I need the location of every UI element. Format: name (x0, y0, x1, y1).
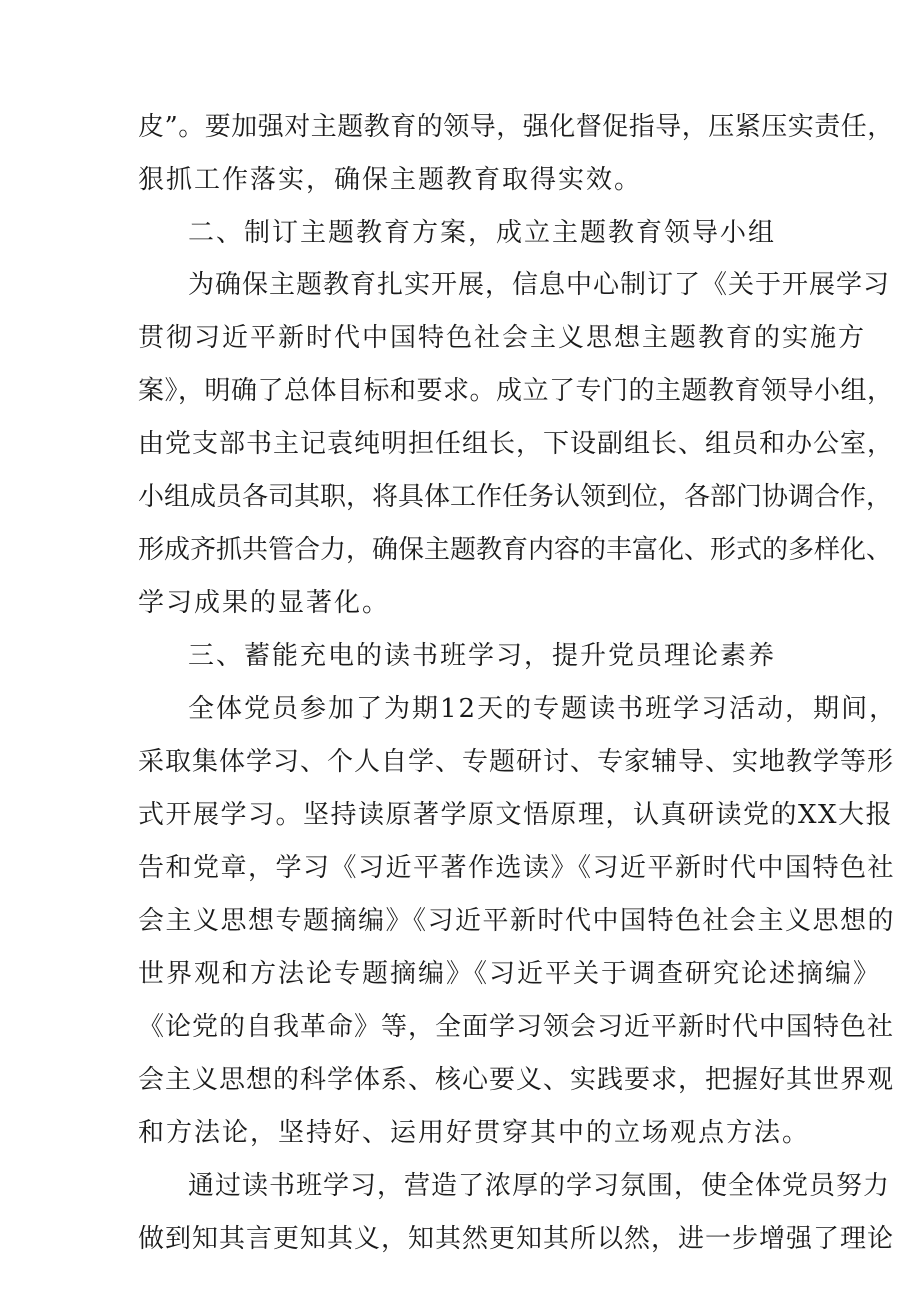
text-line: 做到知其言更知其义，知其然更知其所以然，进一步增强了理论 (138, 1224, 895, 1254)
section-heading: 二、制订主题教育方案，成立主题教育领导小组 (188, 218, 777, 248)
text-line: 采取集体学习、个人自学、专题研讨、专家辅导、实地教学等形 (138, 747, 895, 777)
text-line: 世界观和方法论专题摘编》《习近平关于调查研究论述摘编》 (138, 959, 882, 989)
text-line: 全体党员参加了为期12天的专题读书班学习活动，期间， (188, 694, 898, 724)
text-line: 会主义思想专题摘编》《习近平新时代中国特色社会主义思想的 (138, 906, 896, 936)
text-line: 小组成员各司其职，将具体工作任务认领到位，各部门协调合作， (138, 482, 893, 512)
text-line: 会主义思想的科学体系、核心要义、实践要求，把握好其世界观 (138, 1065, 895, 1095)
text-line: 通过读书班学习，营造了浓厚的学习氛围，使全体党员努力 (188, 1171, 891, 1201)
section-heading: 三、蓄能充电的读书班学习，提升党员理论素养 (188, 641, 777, 671)
text-line: 告和党章，学习《习近平著作选读》《习近平新时代中国特色社 (138, 853, 896, 883)
text-line: 《论党的自我革命》等，全面学习领会习近平新时代中国特色社 (138, 1012, 895, 1042)
text-line: 狠抓工作落实，确保主题教育取得实效。 (138, 165, 643, 195)
text-line: 由党支部书主记袁纯明担任组长，下设副组长、组员和办公室， (138, 429, 895, 459)
text-line: 和方法论，坚持好、运用好贯穿其中的立场观点方法。 (138, 1118, 811, 1148)
text-line: 贯彻习近平新时代中国特色社会主义思想主题教育的实施方 (138, 323, 867, 353)
text-line: 皮”。要加强对主题教育的领导，强化督促指导，压紧压实责任， (138, 112, 894, 142)
text-line: 案》，明确了总体目标和要求。成立了专门的主题教育领导小组， (138, 376, 894, 406)
text-line: 为确保主题教育扎实开展，信息中心制订了《关于开展学习 (188, 270, 891, 300)
text-line: 学习成果的显著化。 (138, 588, 391, 618)
text-line: 形成齐抓共管合力，确保主题教育内容的丰富化、形式的多样化、 (138, 535, 893, 565)
text-line: 式开展学习。坚持读原著学原文悟原理，认真研读党的XX大报 (138, 800, 894, 830)
